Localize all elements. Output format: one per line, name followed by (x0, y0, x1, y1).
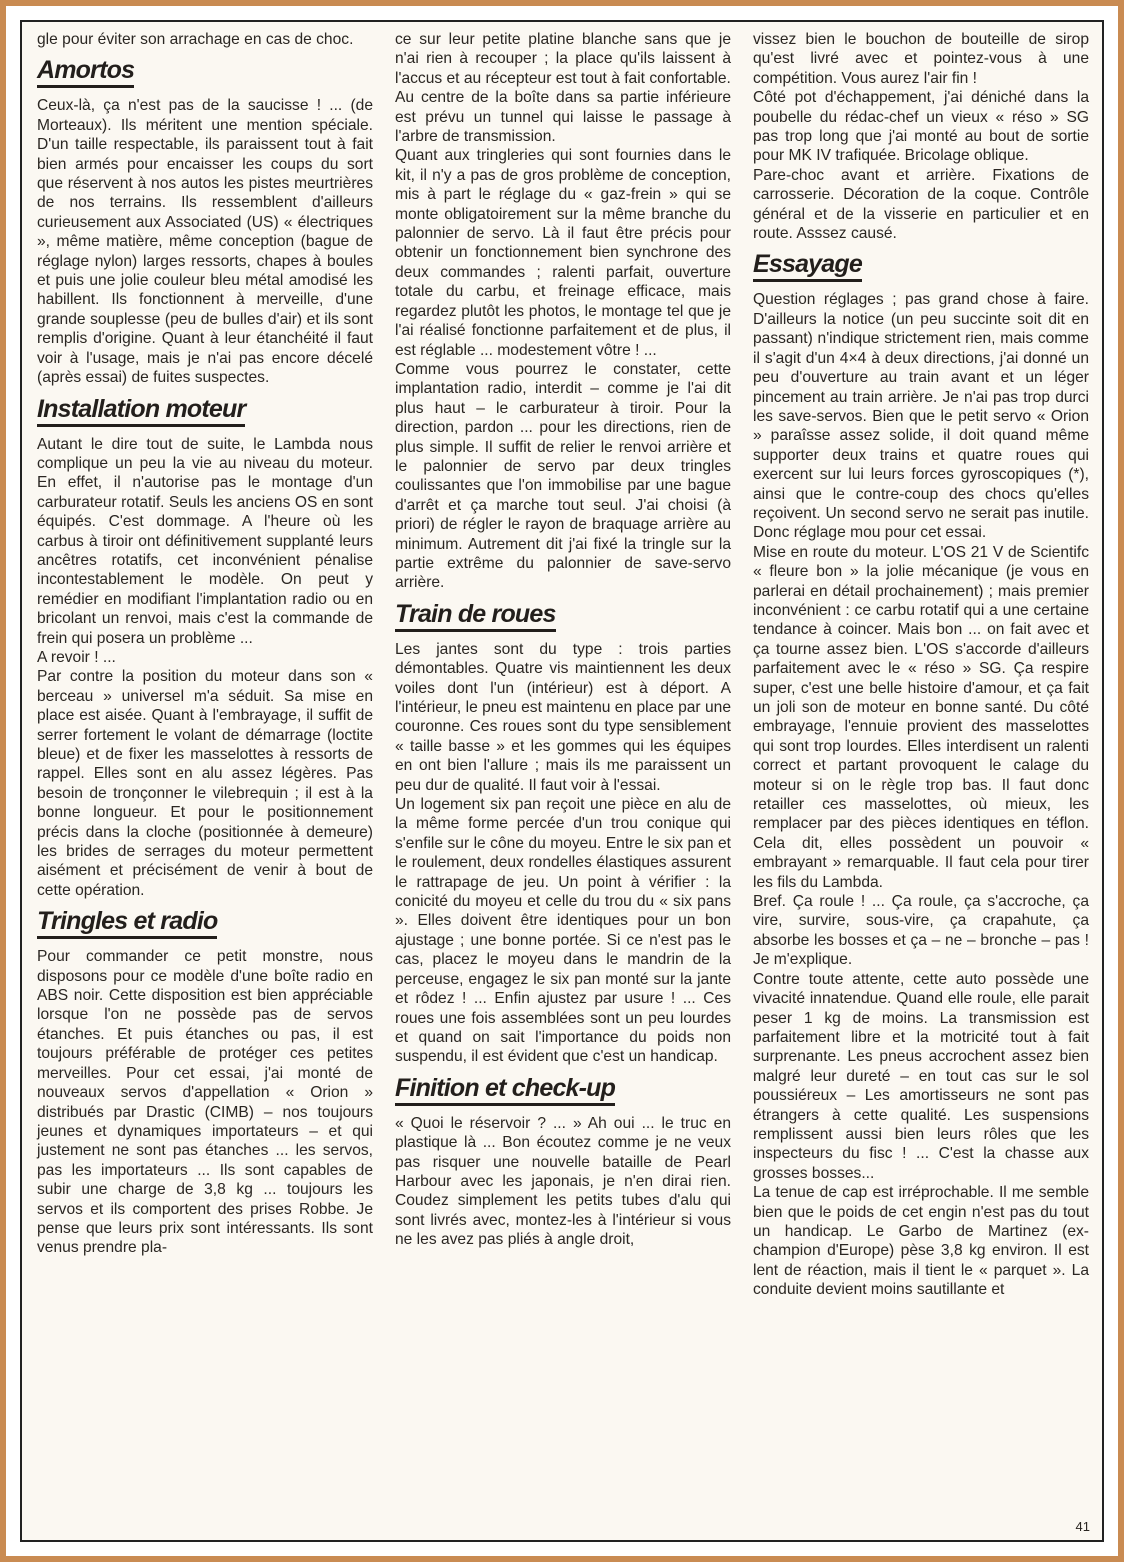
section-heading: Amortos (37, 55, 134, 88)
paragraph: Quant aux tringleries qui sont fournies dans le kit, il n'y a pas de gros problème de conception, mis à part le réglage du « gaz-frein » qui se monte obligatoirement sur la même branche du palonnier de servo. Là il faut être précis pour obtenir un fonctionnement bien synchrone des deux commandes ; ralenti parfait, ouverture totale du carbu, et freinage efficace, mais regardez plutôt les photos, le montage tel que je l'ai réalisé fonctionne parfaitement et de plus, il est réglable ... modestement vôtre ! ... (395, 147, 731, 359)
paragraph: ce sur leur petite platine blanche sans que je n'ai rien à recouper ; la place qu'ils laissent à l'accus et au récepteur est tout à fait confortable. (395, 31, 731, 87)
section-heading: Train de roues (395, 599, 556, 632)
paragraph: Au centre de la boîte dans sa partie inférieure est prévu un tunnel qui laisse le passage à l'arbre de transmission. (395, 89, 731, 146)
page-number: 41 (1075, 1519, 1090, 1534)
paragraph: Pare-choc avant et arrière. Fixations de carrosserie. Décoration de la coque. Contrôle général et de la visserie en particulier et en route. Asssez causé. (753, 166, 1089, 243)
paragraph: Comme vous pourrez le constater, cette implantation radio, interdit – comme je l'ai dit plus haut – le carburateur à tiroir. Pour la direction, pardon ... pour les directions, rien de plus simple. Il suffit de relier le renvoi arrière et le palonnier de servo par deux tringles coulissantes que l'on immobilise par une bague d'arrêt et ça marche tout seul. J'ai choisi (à priori) de régler le rayon de braquage arrière au minimum. Autrement dit j'ai fixé la tringle sur la partie extrême du palonnier de save-servo arrière. (395, 360, 731, 592)
paragraph: Autant le dire tout de suite, le Lambda nous complique un peu la vie au niveau du moteur. En effet, il n'autorise pas le montage d'un carburateur rotatif. Seuls les anciens OS en sont équipés. C'est dommage. A l'heure où les carbus à tiroir ont définitivement supplanté leurs ancêtres rotatifs, cet inconvénient pénalise incontestablement le modèle. On peut y remédier en modifiant l'implantation radio ou en bricolant un renvoi, mais c'est la commande de frein qui posera un problème ... (37, 435, 373, 647)
paragraph: Un logement six pan reçoit une pièce en alu de la même forme percée d'un trou conique qui s'enfile sur le cône du moyeu. Entre le six pan et le roulement, deux rondelles élastiques assurent le rattrapage de jeu. Un point à vérifier : la conicité du moyeu et celle du trou du « six pans ». Elles doivent être identiques pour un bon ajustage ; une bonne portée. Si ce n'est pas le cas, placez le moyeu dans le mandrin de la perceuse, engagez le six pan monté sur la jante et rôdez ! ... Enfin ajustez par usure ! ... Ces roues une fois assemblées sont un peu lourdes et quand on sait l'importance du poids non suspendu, il est évident que c'est un handicap. (395, 796, 731, 1066)
section-heading-wrapper (37, 900, 373, 947)
section-heading-wrapper (37, 49, 373, 96)
paragraph: Par contre la position du moteur dans son « berceau » universel m'a séduit. Sa mise en place est aisée. Quant à l'embrayage, il suffit de serrer fortement le volant de démarrage (loctite bleue) et de fixer les masselottes à ressorts de rappel. Elles sont en alu assez légères. Pas besoin de tronçonner le vilebrequin ; il est à la bonne longueur. Et pour le positionnement précis dans la cloche (positionnée à demeure) les brides de serrages du moteur permettent aisément et précisément de venir à bout de cette opération. (37, 668, 373, 899)
section-heading-wrapper (395, 1067, 731, 1114)
section-heading: Tringles et radio (37, 906, 217, 939)
section-heading: Finition et check-up (395, 1073, 615, 1106)
paragraph: « Quoi le réservoir ? ... » Ah oui ... le truc en plastique là ... Bon écoutez comme je ne veux pas risquer une nouvelle bataille de Pearl Harbour avec les japonais, je n'en dirai rien. Coudez simplement les petits tubes d'alu qui sont livrés avec, montez-les à l'intérieur si vous ne les avez pas pliés à angle droit, (395, 1114, 731, 1249)
paragraph: Les jantes sont du type : trois parties démontables. Quatre vis maintiennent les deux voiles dont l'un (intérieur) est à déport. A l'intérieur, le pneu est maintenu en place par une couronne. Ces roues sont du type sensiblement « taille basse » et les gommes qui les équipes en ont bien l'allure ; mais ils me paraissent un peu dur de qualité. Il faut voir à l'essai. (395, 640, 731, 794)
page-border-outer (6, 6, 1118, 1556)
paragraph: Ceux-là, ça n'est pas de la saucisse ! ... (de Morteaux). Ils méritent une mention spéciale. D'un taille respectable, ils paraissent tout à fait bien armés pour encaisser les coups du sort que réservent à nos autos les pistes meurtrières de nos terrains. Ils ressemblent d'ailleurs curieusement aux Associated (US) « électriques », même matière, même conception (bague de réglage nylon) larges ressorts, chapes à boules et puis une jolie couleur bleu métal amodisé les habillent. Ils fonctionnent à merveille, d'une grande souplesse (peu de bulles d'air) et ils sont remplis d'origine. Quant à leur étanchéité il faut voir à l'usage, mais je n'ai pas encore décelé (après essai) de fuites suspectes. (37, 97, 373, 387)
section-heading: Essayage (753, 249, 862, 282)
column-2 (395, 30, 731, 1250)
column-3 (753, 30, 1089, 1300)
paragraph: A revoir ! ... (37, 648, 116, 666)
section-heading: Installation moteur (37, 394, 245, 427)
paragraph: Contre toute attente, cette auto possède une vivacité innatendue. Quand elle roule, elle parait peser 1 kg de moins. La transmission est parfaitement libre et la motricité tout à fait surprenante. Les pneus accrochent assez bien malgré leur dureté – en tout cas sur le sol poussiéreux – Les amortisseurs ne sont pas étrangers à cette qualité. Les suspensions remplissent aussi bien leurs rôles que les inspecteurs du fisc ! ... C'est la chasse aux grosses bosses... (753, 970, 1089, 1182)
section-heading-wrapper (753, 243, 1089, 290)
paragraph: Côté pot d'échappement, j'ai déniché dans la poubelle du rédac-chef un vieux « réso » SG pas trop long que j'ai monté au bout de sortie pour MK IV trafiquée. Bricolage oblique. (753, 89, 1089, 165)
column-1 (37, 30, 373, 1258)
paragraph: Mise en route du moteur. L'OS 21 V de Scientifc « fleure bon » la jolie mécanique (je vous en parlerai en détail prochainement) ; mais premier inconvénient : ce carbu rotatif qui a une certaine tendance à coincer. Mais bon ... on fait avec et ça tourne assez bien. L'OS s'accorde d'ailleurs parfaitement avec le « réso » SG. Ça respire super, c'est une belle histoire d'amour, et ça fait un joli son de moteur en bonne santé. Du côté embrayage, l'ennuie provient des masselottes qui sont trop lourdes. Elles interdisent un ralenti correct et partant provoquent le calage du moteur si on le règle trop bas. Il faut donc retailler ces masselottes, où mieux, les remplacer par des pièces identiques en téflon. Cela dit, elles possèdent un pouvoir « embrayant » remarquable. Il faut cela pour tirer les fils du Lambda. (753, 543, 1089, 891)
paragraph: Question réglages ; pas grand chose à faire. D'ailleurs la notice (un peu succinte soit dit en passant) n'indique strictement rien, mais comme il s'agit d'un 4×4 à deux directions, j'ai donné un peu d'ouverture au train avant et un léger pincement au train arrière. Je n'ai pas trop durci les save-servos. Bien que le petit servo « Orion » paraîsse assez solide, il doit quand même supporter deux trains et quatre roues qui exercent sur lui leurs forces gyroscopiques (*), ainsi que le contre-coup des chocs qu'elles reçoivent. Un second servo ne serait pas inutile. Donc réglage mou pour cet essai. (753, 291, 1089, 542)
paragraph: Pour commander ce petit monstre, nous disposons pour ce modèle d'une boîte radio en ABS noir. Cette disposition est bien appréciable lorsque l'on ne possède pas de servos étanches. Et puis étanches ou pas, il est toujours préférable de protéger ces petites merveilles. Pour cet essai, j'ai monté de nouveaux servos d'appellation « Orion » distribués par Drastic (CIMB) – nos toujours jeunes et dynamiques importateurs – et qui justement ne sont pas étanches ... les servos, pas les importateurs ... Ils sont capables de subir une charge de 3,8 kg ... toujours les servos et ils comportent des prises Robbe. Je pense que leurs prix sont intéressants. Ils sont venus prendre pla- (37, 948, 373, 1257)
section-heading-wrapper (37, 388, 373, 435)
paragraph: Bref. Ça roule ! ... Ça roule, ça s'accroche, ça vire, survire, sous-vire, ça crapahute, ça absorbe les bosses et ça – ne – bronche – pas ! Je m'explique. (753, 893, 1089, 969)
paragraph: La tenue de cap est irréprochable. Il me semble bien que le poids de cet engin n'est pas du tout un handicap. Le Garbo de Martinez (ex-champion d'Europe) pèse 3,8 kg environ. Il est lent de réaction, mais il tient le « parquet ». La conduite devient moins sautillante et (753, 1184, 1089, 1299)
paragraph: vissez bien le bouchon de bouteille de sirop qu'est livré avec et pointez-vous à une compétition. Vous aurez l'air fin ! (753, 31, 1089, 87)
page-frame (20, 20, 1104, 1542)
section-heading-wrapper (395, 593, 731, 640)
paragraph: gle pour éviter son arrachage en cas de choc. (37, 31, 354, 48)
